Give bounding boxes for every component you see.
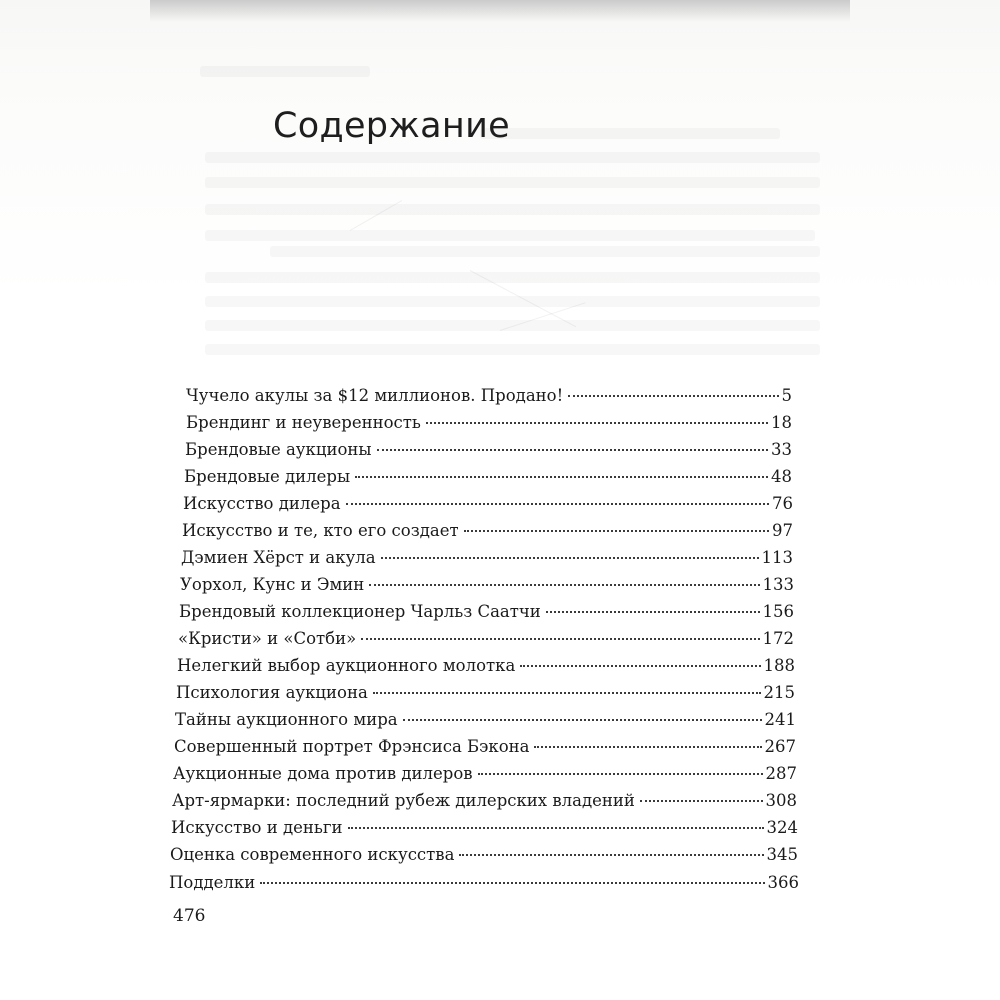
- toc-entry-page: 133: [762, 575, 794, 594]
- toc-entry-title: Аукционные дома против дилеров: [173, 764, 473, 783]
- toc-entry-page: 76: [772, 494, 793, 513]
- toc-entry-title: Искусство и деньги: [171, 818, 343, 837]
- toc-entry-title: Дэмиен Хёрст и акула: [181, 548, 376, 567]
- toc-entry-page: 18: [771, 413, 792, 432]
- toc-dot-leader: [568, 395, 778, 397]
- toc-entry-title: Психология аукциона: [176, 683, 368, 702]
- toc-entry-title: Брендовые аукционы: [185, 440, 372, 459]
- toc-entry-title: Оценка современного искусства: [170, 845, 455, 864]
- toc-entry-title: Искусство дилера: [183, 494, 341, 513]
- toc-entry-title: Искусство и те, кто его создает: [182, 521, 459, 540]
- page-number: 476: [173, 906, 206, 926]
- toc-dot-leader: [520, 665, 760, 667]
- toc-dot-leader: [478, 773, 763, 775]
- toc-dot-leader: [640, 800, 763, 802]
- toc-entry-page: 172: [762, 629, 794, 648]
- toc-entry: [173, 763, 797, 785]
- toc-dot-leader: [346, 503, 769, 505]
- toc-entry-title: Брендовые дилеры: [184, 467, 351, 486]
- toc-entry-title: Совершенный портрет Фрэнсиса Бэкона: [174, 737, 530, 756]
- toc-entry-title: Подделки: [169, 873, 256, 892]
- toc-entry: [186, 385, 792, 407]
- toc-entry-page: 156: [762, 602, 794, 621]
- toc-entry-page: 188: [763, 656, 795, 675]
- toc-entry: [184, 466, 792, 488]
- toc-dot-leader: [377, 449, 768, 451]
- toc-entry-page: 48: [771, 467, 792, 486]
- toc-entry-page: 267: [764, 737, 796, 756]
- toc-dot-leader: [348, 827, 764, 829]
- toc-entry: [177, 655, 795, 677]
- page-title: Содержание: [273, 106, 510, 146]
- toc-dot-leader: [464, 530, 769, 532]
- toc-entry-title: «Кристи» и «Сотби»: [178, 629, 357, 648]
- toc-entry-page: 113: [761, 548, 793, 567]
- toc-dot-leader: [403, 719, 762, 721]
- toc-dot-leader: [369, 584, 759, 586]
- toc-entry: [178, 628, 794, 650]
- toc-dot-leader: [534, 746, 761, 748]
- toc-entry-page: 308: [765, 791, 797, 810]
- toc-entry: [180, 574, 794, 596]
- toc-entry: [169, 872, 799, 894]
- toc-entry-page: 241: [764, 710, 796, 729]
- toc-entry: [172, 790, 797, 812]
- toc-entry-title: Брендовый коллекционер Чарльз Саатчи: [179, 602, 541, 621]
- toc-entry-title: Нелегкий выбор аукционного молотка: [177, 656, 516, 675]
- toc-entry-page: 97: [772, 521, 793, 540]
- toc-entry: [179, 601, 794, 623]
- toc-entry-title: Тайны аукционного мира: [175, 710, 398, 729]
- toc-dot-leader: [381, 557, 759, 559]
- toc-entry: [182, 520, 793, 542]
- toc-entry-page: 366: [767, 873, 799, 892]
- toc-entry-title: Уорхол, Кунс и Эмин: [180, 575, 365, 594]
- toc-entry-title: Арт-ярмарки: последний рубеж дилерских владений: [172, 791, 635, 810]
- toc-entry: [185, 439, 792, 461]
- toc-entry: [183, 493, 793, 515]
- toc-dot-leader: [426, 422, 768, 424]
- toc-entry: [181, 547, 793, 569]
- toc-entry: [174, 736, 796, 758]
- toc-entry: [176, 682, 795, 704]
- toc-entry: [186, 412, 792, 434]
- toc-entry-page: 33: [771, 440, 792, 459]
- toc-dot-leader: [373, 692, 761, 694]
- toc-entry: [171, 817, 798, 839]
- toc-entry: [175, 709, 796, 731]
- toc-dot-leader: [355, 476, 768, 478]
- toc-entry-page: 345: [766, 845, 798, 864]
- toc-entry-page: 5: [781, 386, 792, 405]
- toc-entry: [170, 844, 798, 866]
- toc-entry-title: Брендинг и неуверенность: [186, 413, 421, 432]
- toc-dot-leader: [260, 882, 764, 884]
- toc-entry-title: Чучело акулы за $12 миллионов. Продано!: [186, 386, 564, 405]
- toc-dot-leader: [546, 611, 760, 613]
- toc-dot-leader: [361, 638, 759, 640]
- toc-entry-page: 287: [765, 764, 797, 783]
- toc-entry-page: 215: [763, 683, 795, 702]
- toc-dot-leader: [459, 854, 763, 856]
- toc-entry-page: 324: [766, 818, 798, 837]
